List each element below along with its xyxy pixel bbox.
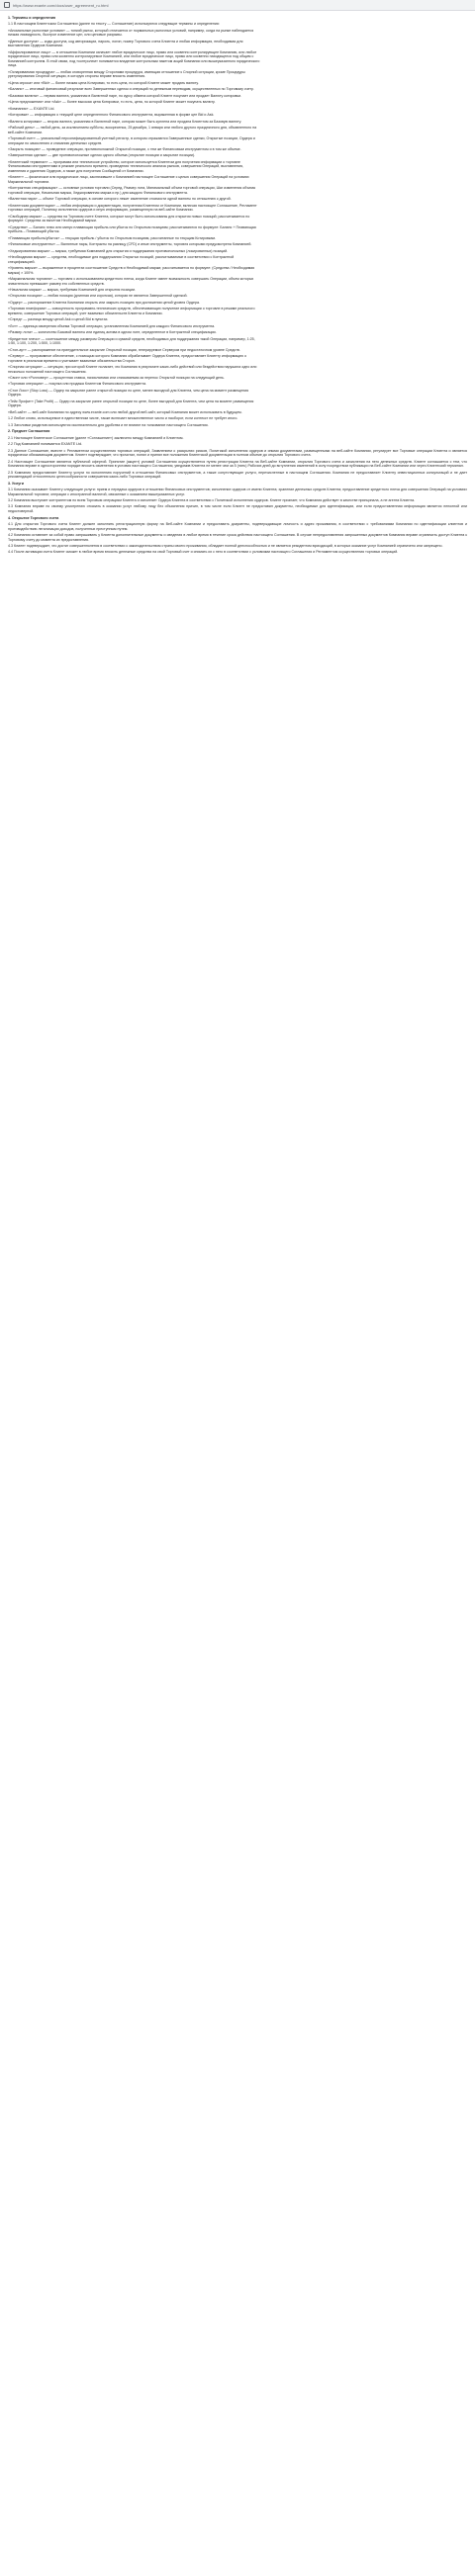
agreement-paragraph: «Торговая платформа» — совокупность программно-технических средств, обеспечивающих получение информации о торговле в режиме реального времени, совершение Торговых операций, учет взаимных обязательств Клиента и Компании. <box>8 307 255 315</box>
agreement-paragraph: 2.5 Компания предоставляет Клиенту услуги по исполнению поручений в отношении Финансовых инструментов, а также сопутствующие услуги, перечисленные в настоящем Соглашении. Компания не предоставляет Клиенту инвестиционных консультаций и не дает рекомендаций относительно целесообразности совершения каких-либо Торговых операций. <box>8 470 467 480</box>
agreement-paragraph: «Начальная маржа» — маржа, требуемая Компанией для открытия позиции. <box>8 287 136 292</box>
agreement-paragraph: «Стоп-аут» — распоряжение на принудительное закрытие Открытой позиции, генерируемое Сервером при недостаточном уровне Средств. <box>8 347 240 352</box>
agreement-paragraph: «Данные доступа» — коды доступа, код авторизации, пароль, логин, номер Торгового счета Клиента и любая информация, необходимая для выставления Ордеров Компании. <box>8 39 243 48</box>
agreement-paragraph: «Оспариваемая процедура» — любая оговоренная между Сторонами процедура, имеющая отношение к Спорной ситуации, кроме Процедуры урегулирования Спорной ситуации, в которую стороны вправе вносить изменения. <box>8 69 245 79</box>
address-url[interactable]: https://www.exante.com/docs/user_agreement_ru.html <box>13 2 109 8</box>
section-heading: 1. Термины и определения <box>8 16 56 20</box>
agreement-paragraph: «Спорная ситуация» — ситуация, при которой Клиент полагает, что Компания в результате каких-либо действий или бездействия нарушила одно или несколько положений настоящего Соглашения. <box>8 364 257 374</box>
agreement-paragraph: 4.3 Клиент подтверждает, что достиг совершеннолетия в соответствии с законодательством страны своего проживания, обладает полной дееспособностью и не является резидентом юрисдикций, в которых оказание услуг Компанией ограничено или запрещено. <box>8 543 443 548</box>
agreement-paragraph: 1.3 Заголовки разделов используются исключительно для удобства и не влияют на толкование настоящего Соглашения. <box>8 422 209 427</box>
agreement-paragraph: «Валютная пара» — объект Торговой операции, в основе которого лежит изменение стоимости одной валюты по отношению к другой. <box>8 197 232 202</box>
agreement-paragraph: 1.1 В настоящем Клиентском Соглашении (далее по тексту — Соглашение) используются следующие термины и определения: <box>8 22 220 27</box>
agreement-paragraph: 4.4 После активации счета Клиент сможет в любое время вносить денежные средства на свой Торговый счет и снимать их с него в соответствии с условиями настоящего Соглашения и Регламентом осуществления торговых операций. <box>8 550 399 555</box>
agreement-paragraph: «Клиентский терминал» — программа или техническое устройство, которое используется Клиентом для получения информации о торговле Финансовыми инструментами в режиме реального времени, проведения технического анализа рынков, совершения Операций, выставления, изменения и удаления Ордеров, а также для получения Сообщений от Компании. <box>8 159 243 173</box>
browser-address-bar[interactable] <box>0 0 475 11</box>
agreement-paragraph: «Клиент» — физическое или юридическое лицо, заключившее с Компанией настоящее Соглашение с целью совершения Операций на условиях Маржинальной торговли. <box>8 175 249 184</box>
agreement-paragraph: «Торговый счет» — уникальный персонифицированный учетный регистр, в котором отражаются Завершенные сделки, Открытые позиции, Ордера и операции по зачислению и списанию денежных средств. <box>8 135 255 145</box>
agreement-paragraph: «Веб-сайт» — веб-сайт Компании по адресу www.exante.com или любой другой веб-сайт, который Компания может использовать в будущем. <box>8 409 242 414</box>
agreement-paragraph: «Своп» или «Ролловер» — процентная ставка, начисляемая или списываемая за перенос Открытой позиции на следующий день. <box>8 375 225 380</box>
agreement-paragraph: «Лот» — единица измерения объема Торговой операции, установленная Компанией для каждого Финансового инструмента. <box>8 323 216 328</box>
agreement-paragraph: «Плавающая прибыль/убыток» — текущая прибыль / убыток по Открытым позициям, рассчитанные по текущим Котировкам. <box>8 235 217 240</box>
agreement-paragraph: «Хеджированная маржа» — маржа, требуемая Компанией для открытия и поддержания противоположных (локированных) позиций. <box>8 248 229 253</box>
agreement-paragraph: «Стоп Лосс» (Stop Loss) — Ордер на закрытие ранее открытой позиции по цене, менее выгодной для Клиента, чем цена на момент размещения Ордера. <box>8 388 249 398</box>
agreement-paragraph: «Сервер» — программное обеспечение, с помощью которого Компания обрабатывает Ордера Клиента, предоставляет Клиенту информацию о торговле в реальном времени и учитывает взаимные обязательства Сторон. <box>8 354 247 363</box>
agreement-paragraph: «Котировки» — информация о текущей цене определенного Финансового инструмента, выраженная в форме цен Bid и Ask. <box>8 113 215 118</box>
agreement-paragraph: «Цена спроса» или «Bid» — более низкая цена Котировки, то есть цена, по которой Клиент может продать валюту. <box>8 80 199 85</box>
agreement-paragraph: «Открытая позиция» — любая позиция (длинная или короткая), которая не является Завершенной сделкой. <box>8 294 188 299</box>
agreement-paragraph: 4.1 Для открытия Торгового счета Клиент должен заполнить регистрационную форму на Веб-сайте Компании и предоставить документы, подтверждающие личность и адрес проживания, в соответствии с требованиями Компании по идентификации клиентов и противодействию легализации доходов, полученных преступным путем. <box>8 522 467 531</box>
agreement-paragraph: «Аномальные рыночные условия» — тонкий рынок, который отличается от нормальных рыночных условий, например, когда на рынке наблюдается низкая ликвидность, быстрое изменение цен, или ценовые разрывы. <box>8 28 254 38</box>
agreement-paragraph: «Баланс» — итоговый финансовый результат всех Завершенных сделок и операций по денежным переводам, осуществленных по Торговому счету. <box>8 87 254 92</box>
agreement-paragraph: «Контрактная спецификация» — основные условия торговли (Спред, Размер лота, Минимальный объем торговой операции, Шаг изменения объема торговой операции, Начальная маржа, Хеджированная маржа и пр.) для каждого Финансового инструмента. <box>8 186 255 195</box>
agreement-paragraph: 2.4 Настоящее Соглашение является публичной офертой. Принятие (акцепт) условий Соглашения осуществляется путем регистрации Клиента на Веб-сайте Компании, открытия Торгового счета и зачисления на него денежных средств. Клиент соглашается с тем, что Компания вправе в одностороннем порядке вносить изменения в условия настоящего Соглашения, уведомив Клиента не менее чем за 5 (пять) Рабочих дней до вступления изменений в силу посредством публикации на Веб-сайте Компании или через Клиентский терминал. <box>8 459 467 469</box>
agreement-paragraph: «Завершенная сделка» — две противоположные сделки одного объема (открытие позиции и закрытие позиции). <box>8 153 196 158</box>
agreement-paragraph: 3.2 Компания выступает контрагентом по всем Торговым операциям Клиента и исполняет Ордера Клиента в соответствии с Политикой исполнения ордеров. Клиент признает, что Компания действует в качестве принципала, а не агента Клиента. <box>8 498 416 503</box>
section-heading: 2. Предмет Соглашения <box>8 429 50 434</box>
agreement-paragraph: 1.2 Любое слово, используемое в единственном числе, также включает множественное число и наоборот, если контекст не требует иного. <box>8 416 238 421</box>
agreement-paragraph: «Компания» — EXANTE Ltd. <box>8 106 55 111</box>
agreement-paragraph: «Валюта котировки» — вторая валюта, указанная в Валютной паре, которая может быть куплена или продана Клиентом за Базовую валюту. <box>8 119 242 124</box>
agreement-paragraph: «Тейк Профит» (Take Profit) — Ордер на закрытие ранее открытой позиции по цене, более выгодной для Клиента, чем цена на момент размещения Ордера. <box>8 399 254 408</box>
agreement-paragraph: «Свободная маржа» — средства на Торговом счете Клиента, которые могут быть использованы для открытия новых позиций; рассчитывается по формуле: Средства за вычетом Необходимой маржи. <box>8 214 250 223</box>
agreement-paragraph: «Средства» — Баланс плюс или минус плавающая прибыль или убыток по Открытым позициям; рассчитываются по формуле: Баланс + Плавающая прибыль – Плавающий убыток. <box>8 224 256 234</box>
section-heading: 4. Открытие Торгового счета <box>8 515 59 520</box>
agreement-paragraph: «Цена предложения» или «Ask» — более высокая цена Котировки, то есть, цена, по которой Клиент может покупать валюту. <box>8 100 216 105</box>
agreement-paragraph: «Базовая валюта» — первая валюта, указанная в Валютной паре, по курсу обмена которой Клиент покупает или продает Валюту котировки. <box>8 93 241 98</box>
agreement-paragraph: «Уровень маржи» — выраженное в процентах соотношение Средств и Необходимой маржи; рассчитывается по формуле: (Средства / Необходимая маржа) × 100%. <box>8 266 255 275</box>
agreement-paragraph: «Маржинальная торговля» — торговля с использованием кредитного плеча, когда Клиент имеет возможность совершать Операции, объем которых значительно превышает размер его собственных средств. <box>8 276 254 286</box>
agreement-paragraph: «Размер лота» — количество Базовой валюты или единиц актива в одном лоте, определенное в Контрактной спецификации. <box>8 330 217 335</box>
agreement-paragraph: «Ордер» — распоряжение Клиента Компании открыть или закрыть позицию при достижении ценой уровня Ордера. <box>8 300 200 305</box>
section-heading: 3. Услуги <box>8 481 24 486</box>
agreement-paragraph: «Необходимая маржа» — средства, необходимые для поддержания Открытых позиций, рассчитываемые в соответствии с Контрактной спецификацией. <box>8 255 235 264</box>
agreement-paragraph: «Торговая операция» — покупка или продажа Клиентом Финансового инструмента. <box>8 382 147 387</box>
agreement-document <box>0 11 475 561</box>
agreement-paragraph: «Закрыть позицию» — проведение операции, противоположной Открытой позиции, с тем же Финансовым инструментом и в том же объеме. <box>8 146 241 151</box>
agreement-paragraph: «Клиентская документация» — любая информация и документация, полученная Клиентом от Компании, включая настоящее Соглашение, Регламент торговых операций, Политику исполнения ордеров и иную информацию, размещенную на веб-сайте Компании. <box>8 203 257 213</box>
agreement-paragraph: «Финансовые инструменты» — Валютные пары, Контракты на разницу (CFD) и иные инструменты, торговля которыми предусмотрена Компанией. <box>8 242 252 247</box>
agreement-paragraph: «Спред» — разница между ценой Ask и ценой Bid в пунктах. <box>8 317 109 322</box>
lock-icon <box>4 2 10 8</box>
agreement-paragraph: 2.2 Под Компанией понимается EXANTE Ltd. <box>8 442 83 447</box>
agreement-paragraph: «Аффилированное лицо» — в отношении Компании означает любое юридическое лицо, прямо или косвенно контролирующее Компанию, или любое юридическое лицо, прямо или косвенно контролируемое Компанией, или любое юридическое лицо, прямо или косвенно находящееся под общим с Компанией контролем. В этой связи, под «контролем» понимается владение контрольным пакетом акций Компании или вышеуказанного юридического лица. <box>8 49 260 68</box>
agreement-paragraph: 3.1 Компания оказывает Клиенту следующие услуги: прием и передача ордеров в отношении Финансовых инструментов; исполнение ордеров от имени Клиента; хранение денежных средств Клиента; предоставление кредитного плеча для совершения Операций на условиях Маржинальной торговли; операции с иностранной валютой, связанные с оказанием вышеуказанных услуг. <box>8 488 467 496</box>
agreement-paragraph: 4.2 Компания оставляет за собой право запрашивать у Клиента дополнительные документы и сведения в любое время в течение срока действия настоящего Соглашения. В случае непредоставления запрошенных документов Компания вправе ограничить доступ Клиента к Торговому счету до момента их предоставления. <box>8 532 467 542</box>
agreement-paragraph: «Рабочий день» — любой день, за исключением субботы, воскресенья, 25 декабря, 1 января или любого другого праздничного дня, объявленного на веб-сайте Компании. <box>8 125 257 134</box>
agreement-paragraph: 2.1 Настоящее Клиентское Соглашение (далее «Соглашение») заключено между Компанией и Клиентом. <box>8 435 184 440</box>
agreement-paragraph: «Кредитное плечо» — соотношение между размером Операции и суммой средств, необходимых для поддержания такой Операции, например, 1:25, 1:50, 1:100, 1:200, 1:500, 1:1000. <box>8 336 255 346</box>
agreement-paragraph: 2.3 Данное Соглашение, вместе с Регламентом осуществления торговых операций, Заявлением о раскрытии рисков, Политикой исполнения ордеров и иными документами, размещенными на веб-сайте Компании, регулирует все Торговые операции Клиента и является юридически обязывающим документом. Клиент подтверждает, что прочитал, понял и принял все положения Клиентской документации в полном объеме до открытия Торгового счета. <box>8 448 467 458</box>
agreement-paragraph: 3.3 Компания вправе по своему усмотрению отказать в оказании услуг любому лицу без объяснения причин, в том числе если Клиент не предоставил документы, необходимые для идентификации, или если предоставленная информация является неполной или недостоверной. <box>8 504 467 514</box>
